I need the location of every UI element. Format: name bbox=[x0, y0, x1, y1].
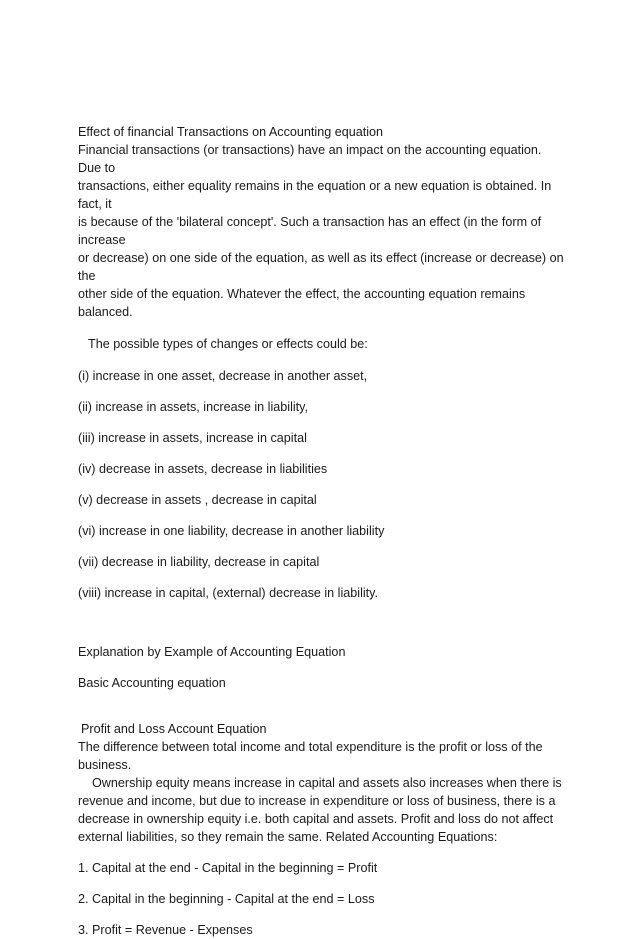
pl-heading: Profit and Loss Account Equation bbox=[81, 722, 267, 736]
profit-loss-section bbox=[78, 720, 568, 846]
ownership-line: external liabilities, so they remain the same. Related Accounting Equations: bbox=[78, 830, 498, 844]
explanation-heading: Explanation by Example of Accounting Equation bbox=[78, 645, 346, 659]
equations-list bbox=[78, 859, 568, 939]
equation: 2. Capital in the beginning - Capital at the end = Loss bbox=[78, 892, 375, 906]
list-item: (vi) increase in one liability, decrease in another liability bbox=[78, 524, 385, 538]
intro-line: is because of the 'bilateral concept'. Such a transaction has an effect (in the form of increase bbox=[78, 215, 542, 247]
types-list bbox=[78, 367, 568, 602]
intro-line: Financial transactions (or transactions) have an impact on the accounting equation. Due to bbox=[78, 143, 542, 175]
list-item: (iv) decrease in assets, decrease in liabilities bbox=[78, 462, 328, 476]
list-item: (viii) increase in capital, (external) decrease in liability. bbox=[78, 586, 379, 600]
list-item: (iii) increase in assets, increase in capital bbox=[78, 431, 307, 445]
pl-line: business. bbox=[78, 758, 132, 772]
intro-line: or decrease) on one side of the equation, as well as its effect (increase or decrease) on the bbox=[78, 251, 564, 283]
intro-section bbox=[78, 123, 568, 321]
spacer bbox=[78, 615, 568, 643]
ownership-line: revenue and income, but due to increase in expenditure or loss of business, there is a bbox=[78, 794, 556, 808]
document-body bbox=[78, 123, 568, 939]
equation: 3. Profit = Revenue - Expenses bbox=[78, 923, 253, 937]
ownership-line: Ownership equity means increase in capital and assets also increases when there is bbox=[92, 776, 562, 790]
ownership-line: decrease in ownership equity i.e. both capital and assets. Profit and loss do not affect bbox=[78, 812, 554, 826]
basic-heading: Basic Accounting equation bbox=[78, 676, 226, 690]
list-item: (ii) increase in assets, increase in liability, bbox=[78, 400, 309, 414]
intro-line: transactions, either equality remains in the equation or a new equation is obtained. In fact, it bbox=[78, 179, 552, 211]
list-item: (i) increase in one asset, decrease in another asset, bbox=[78, 369, 368, 383]
intro-line: other side of the equation. Whatever the effect, the accounting equation remains balanced. bbox=[78, 287, 526, 319]
list-item: (vii) decrease in liability, decrease in capital bbox=[78, 555, 320, 569]
types-intro: The possible types of changes or effects could be: bbox=[88, 337, 368, 351]
pl-line: The difference between total income and total expenditure is the profit or loss of the bbox=[78, 740, 543, 754]
list-item: (v) decrease in assets , decrease in capital bbox=[78, 493, 317, 507]
equation: 1. Capital at the end - Capital in the beginning = Profit bbox=[78, 861, 378, 875]
document-title: Effect of financial Transactions on Accounting equation bbox=[78, 125, 384, 139]
